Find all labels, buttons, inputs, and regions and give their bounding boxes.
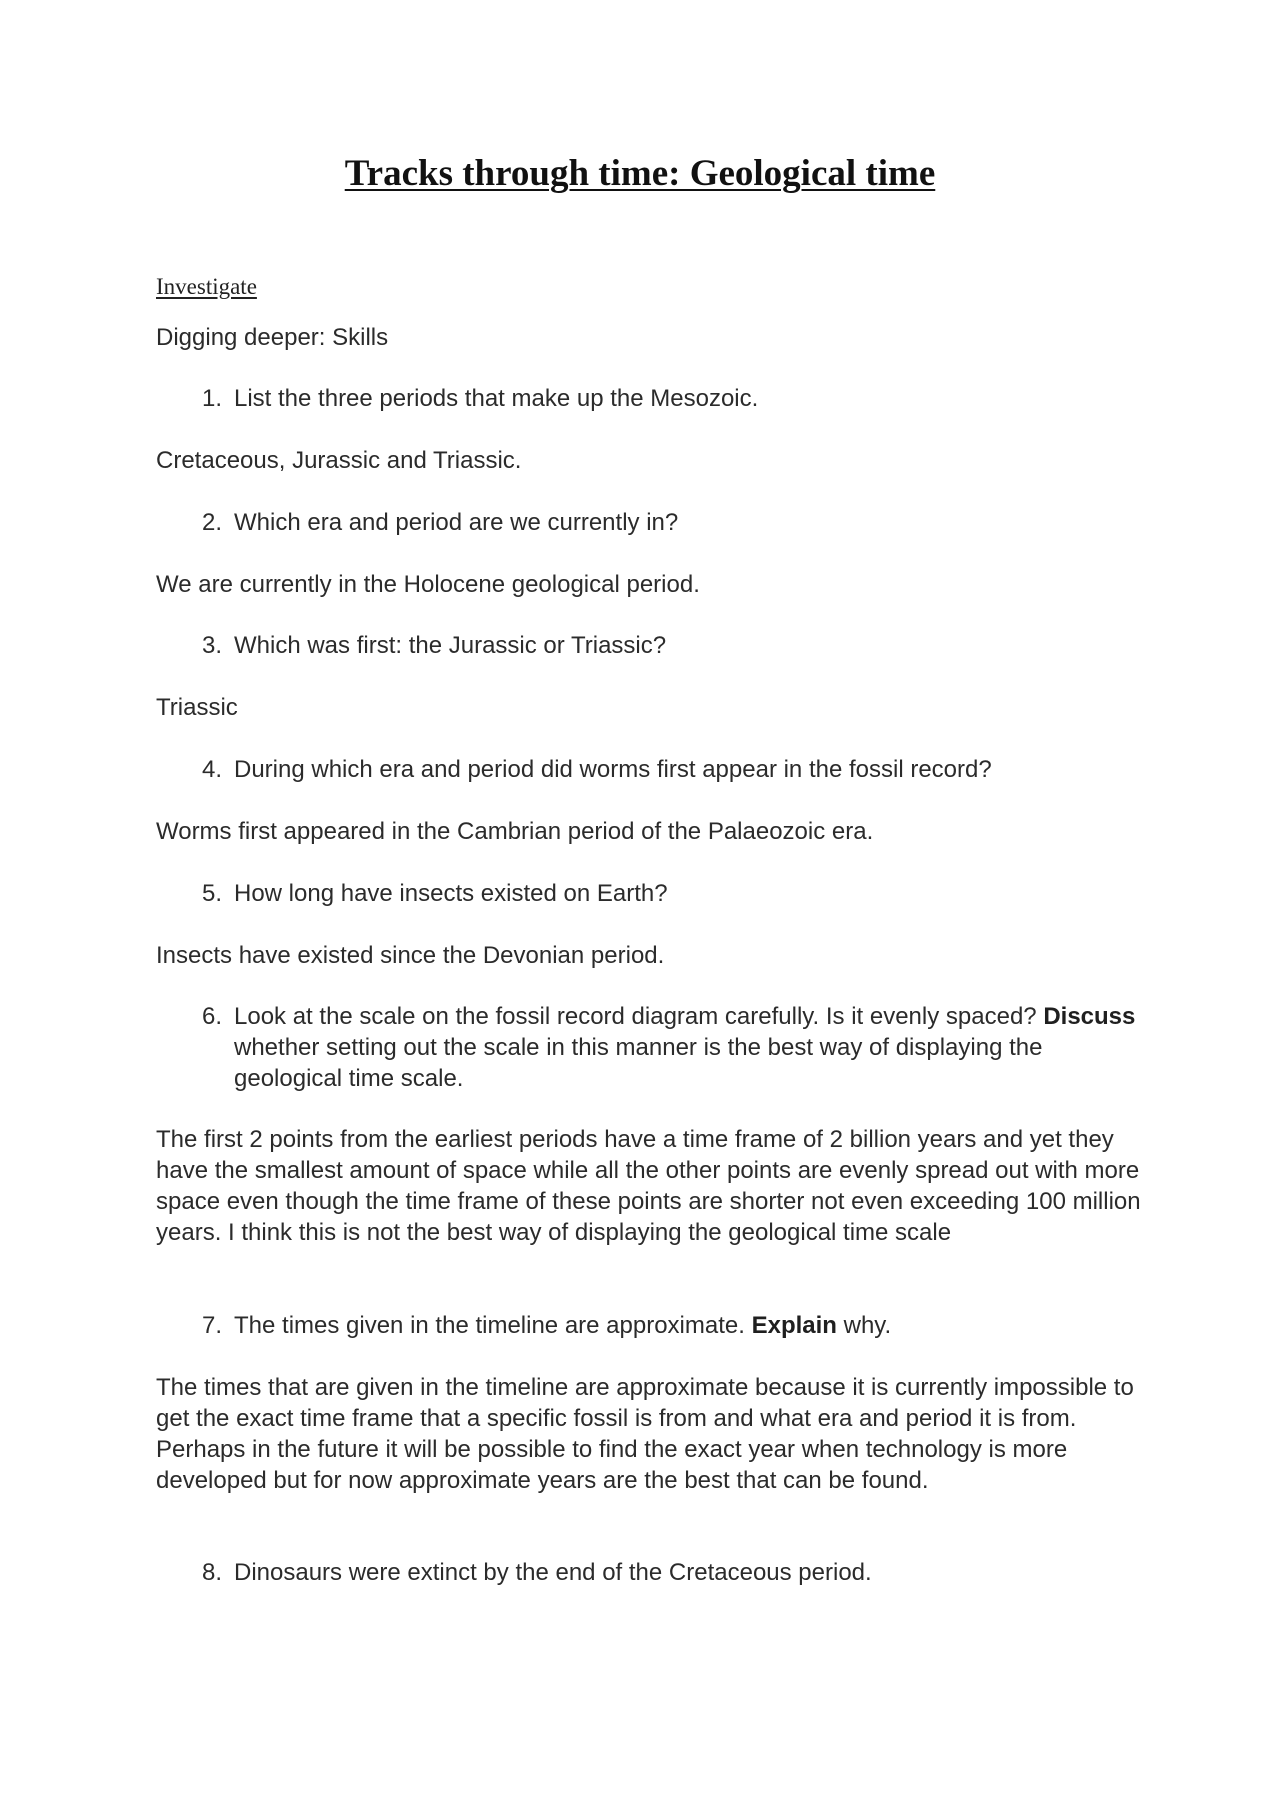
question-number: 6. bbox=[201, 1003, 222, 1030]
question-1 bbox=[192, 383, 1140, 414]
question-text: During which era and period did worms first appear in the fossil record? bbox=[234, 756, 992, 783]
question-text-after: whether setting out the scale in this manner is the best way of displaying the geological time scale. bbox=[234, 1034, 1043, 1092]
question-text bbox=[234, 1310, 1140, 1341]
question-number: 1. bbox=[201, 385, 222, 412]
answer-1: Cretaceous, Jurassic and Triassic. bbox=[156, 447, 522, 474]
question-text-before: Look at the scale on the fossil record diagram carefully. Is it evenly spaced? bbox=[234, 1003, 1037, 1030]
question-number: 3. bbox=[201, 632, 222, 659]
question-text bbox=[234, 1001, 1140, 1094]
question-keyword: Explain bbox=[751, 1312, 837, 1339]
answer-7: The times that are given in the timeline are approximate because it is currently impossible to get the exact time frame that a specific fossil is from and what era and period it is from. Perhaps in the future it will be possible to find the exact year when technology is more developed but for now approximate years are the best that can be found. bbox=[156, 1374, 1134, 1494]
question-text-before: The times given in the timeline are approximate. bbox=[234, 1312, 745, 1339]
answer-6: The first 2 points from the earliest periods have a time frame of 2 billion years and yet they have the smallest amount of space while all the other points are evenly spread out with more space even though the time frame of these points are shorter not even exceeding 100 million years. I think this is not the best way of displaying the geological time scale bbox=[156, 1126, 1141, 1246]
question-text: Dinosaurs were extinct by the end of the Cretaceous period. bbox=[234, 1559, 872, 1586]
answer-2: We are currently in the Holocene geological period. bbox=[156, 571, 700, 598]
question-text-after: why. bbox=[843, 1312, 892, 1339]
question-3 bbox=[192, 630, 1140, 661]
question-text: Which was first: the Jurassic or Triassic? bbox=[234, 632, 667, 659]
question-text: How long have insects existed on Earth? bbox=[234, 880, 668, 907]
question-5 bbox=[192, 878, 1140, 909]
question-7 bbox=[192, 1310, 1140, 1341]
subheading: Digging deeper: Skills bbox=[156, 324, 389, 351]
question-number: 2. bbox=[201, 509, 222, 536]
question-text: Which era and period are we currently in? bbox=[234, 509, 679, 536]
question-4 bbox=[192, 754, 1140, 785]
question-number: 5. bbox=[201, 880, 222, 907]
answer-5: Insects have existed since the Devonian period. bbox=[156, 942, 665, 969]
question-2 bbox=[192, 507, 1140, 538]
question-number: 8. bbox=[201, 1559, 222, 1586]
page-title: Tracks through time: Geological time bbox=[344, 153, 936, 194]
answer-4: Worms first appeared in the Cambrian period of the Palaeozoic era. bbox=[156, 818, 874, 845]
question-text: List the three periods that make up the Mesozoic. bbox=[234, 385, 759, 412]
question-number: 4. bbox=[201, 756, 222, 783]
answer-3: Triassic bbox=[156, 694, 238, 721]
question-number: 7. bbox=[201, 1312, 222, 1339]
question-keyword: Discuss bbox=[1043, 1003, 1136, 1030]
question-6 bbox=[192, 1001, 1140, 1094]
question-8 bbox=[192, 1557, 1140, 1588]
section-label: Investigate bbox=[156, 274, 257, 299]
